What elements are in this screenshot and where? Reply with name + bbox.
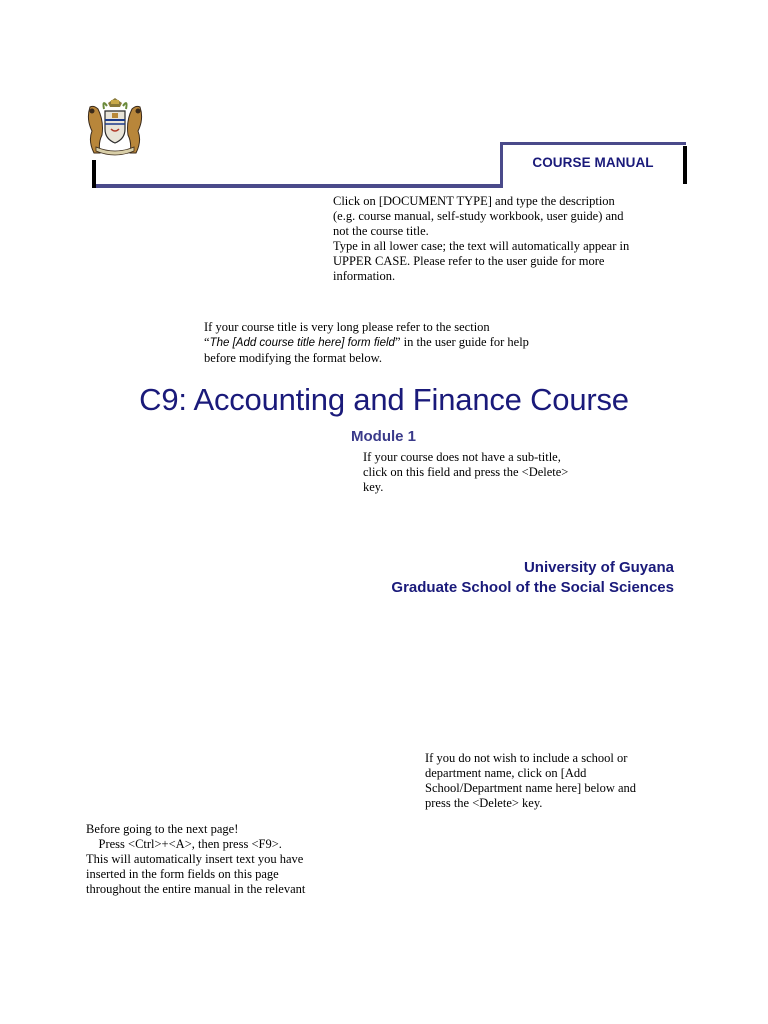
instruction-line: School/Department name here] below and	[425, 781, 637, 795]
instruction-line: press the <Delete> key.	[425, 796, 543, 810]
next-page-instructions	[86, 822, 305, 897]
instruction-line	[204, 335, 529, 351]
header-rule-left-marker	[92, 160, 96, 188]
instruction-line: UPPER CASE. Please refer to the user guide for more	[333, 254, 605, 268]
instruction-line: Before going to the next page!	[86, 822, 239, 836]
school-name[interactable]: Graduate School of the Social Sciences	[391, 579, 674, 596]
instruction-line: not the course title.	[333, 224, 429, 238]
instruction-line: (e.g. course manual, self-study workbook, user guide) and	[333, 209, 624, 223]
course-subtitle[interactable]: Module 1	[351, 428, 417, 445]
instruction-line: before modifying the format below.	[204, 351, 382, 365]
document-type-instructions	[333, 194, 629, 284]
long-title-instructions	[204, 320, 529, 366]
instruction-line: click on this field and press the <Delete>	[363, 465, 569, 479]
header-rule-right	[683, 146, 687, 184]
guyana-coat-of-arms-icon	[82, 97, 148, 159]
instruction-line: information.	[333, 269, 396, 283]
course-title[interactable]: C9: Accounting and Finance Course	[139, 382, 629, 417]
instruction-line: Press <Ctrl>+<A>, then press <F9>.	[86, 837, 282, 851]
instruction-line: throughout the entire manual in the relevant	[86, 882, 306, 896]
instruction-line: key.	[363, 480, 384, 494]
document-type-field[interactable]: COURSE MANUAL	[532, 155, 654, 170]
header-rule-left	[500, 142, 503, 188]
header-rule-bottom	[93, 184, 503, 188]
quote-open: “	[204, 335, 210, 349]
instruction-line: If your course does not have a sub-title,	[363, 450, 561, 464]
header-rule-top	[500, 142, 686, 145]
quote-close: ” in the user guide for help	[394, 335, 529, 349]
form-field-reference: The [Add course title here] form field	[209, 337, 395, 349]
school-instructions	[425, 751, 636, 811]
university-name[interactable]: University of Guyana	[523, 559, 674, 576]
instruction-line: Click on [DOCUMENT TYPE] and type the description	[333, 194, 615, 208]
instruction-line: If you do not wish to include a school or	[425, 751, 628, 765]
instruction-line: Type in all lower case; the text will automatically appear in	[333, 239, 630, 253]
subtitle-instructions	[363, 450, 569, 494]
instruction-line: If your course title is very long please refer to the section	[204, 320, 490, 334]
instruction-line: department name, click on [Add	[425, 766, 587, 780]
instruction-line: inserted in the form fields on this page	[86, 867, 279, 881]
instruction-line: This will automatically insert text you have	[86, 852, 304, 866]
